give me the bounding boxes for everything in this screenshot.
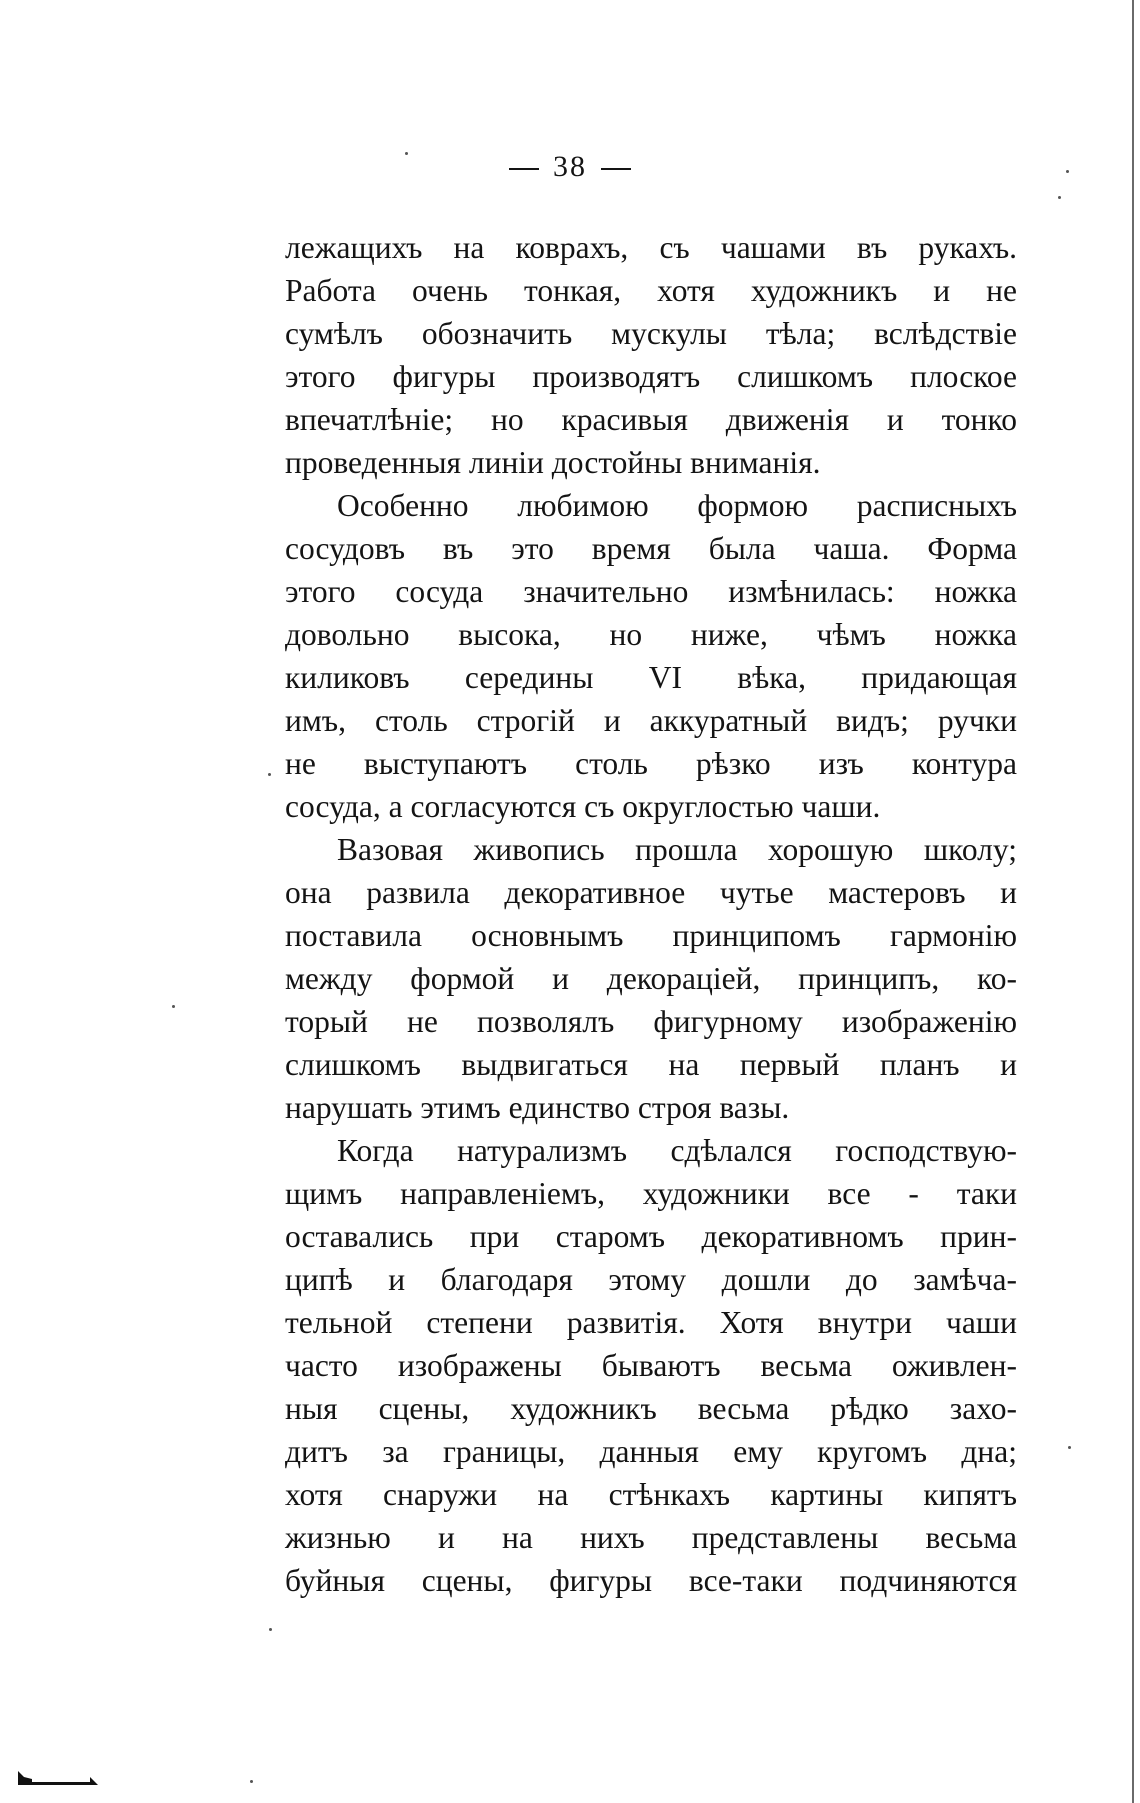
page-edge-line xyxy=(1132,0,1134,1803)
paragraph-3 xyxy=(285,828,1017,1129)
scan-speck xyxy=(172,1005,175,1008)
text-line: Вазовая живопись прошла хорошую школу; xyxy=(337,832,1017,867)
text-line: проведенныя линіи достойны вниманія. xyxy=(285,445,821,480)
text-line: между формой и декораціей, принципъ, ко- xyxy=(285,961,1017,996)
text-line: Когда натурализмъ сдѣлался господствую- xyxy=(337,1133,1017,1168)
text-line: имъ, столь строгій и аккуратный видъ; ручки xyxy=(285,703,1017,738)
text-line: сосуда, а согласуются съ округлостью чаши. xyxy=(285,789,881,824)
text-line: Работа очень тонкая, хотя художникъ и не xyxy=(285,273,1017,308)
scan-speck xyxy=(268,773,271,776)
text-line: Особенно любимою формою расписныхъ xyxy=(337,488,1017,523)
text-line: этого фигуры производятъ слишкомъ плоское xyxy=(285,359,1017,394)
scan-speck xyxy=(1068,1446,1071,1449)
text-line: ныя сцены, художникъ весьма рѣдко захо- xyxy=(285,1391,1017,1426)
text-line: хотя снаружи на стѣнкахъ картины кипятъ xyxy=(285,1477,1017,1512)
paragraph-2 xyxy=(285,484,1017,828)
text-line: нарушать этимъ единство строя вазы. xyxy=(285,1090,790,1125)
page-number-label: 38 xyxy=(553,150,587,183)
scan-speck xyxy=(405,152,408,155)
text-line: тельной степени развитія. Хотя внутри чаши xyxy=(285,1305,1017,1340)
text-line: впечатлѣніе; но красивыя движенія и тонко xyxy=(285,402,1017,437)
paragraph-1 xyxy=(285,226,1017,484)
text-line: оставались при старомъ декоративномъ прин- xyxy=(285,1219,1017,1254)
page-number xyxy=(0,150,1140,184)
text-line: этого сосуда значительно измѣнилась: ножка xyxy=(285,574,1017,609)
scan-speck xyxy=(1058,196,1061,199)
text-line: щимъ направленіемъ, художники все - таки xyxy=(285,1176,1017,1211)
scan-speck xyxy=(269,1628,272,1631)
text-line: часто изображены бываютъ весьма оживлен- xyxy=(285,1348,1017,1383)
text-line: не выступаютъ столь рѣзко изъ контура xyxy=(285,746,1017,781)
text-line: лежащихъ на коврахъ, съ чашами въ рукахъ. xyxy=(285,230,1017,265)
body-text xyxy=(285,226,1017,1602)
text-line: торый не позволялъ фигурному изображенію xyxy=(285,1004,1017,1039)
scan-speck xyxy=(1066,170,1069,173)
text-line: довольно высока, но ниже, чѣмъ ножка xyxy=(285,617,1017,652)
page-number-dash-left xyxy=(509,168,539,170)
text-line: слишкомъ выдвигаться на первый планъ и xyxy=(285,1047,1017,1082)
text-line: буйныя сцены, фигуры все-таки подчиняются xyxy=(285,1563,1017,1598)
page-number-dash-right xyxy=(601,168,631,170)
scan-speck xyxy=(250,1780,253,1783)
text-line: ципѣ и благодаря этому дошли до замѣча- xyxy=(285,1262,1017,1297)
text-line: она развила декоративное чутье мастеровъ и xyxy=(285,875,1017,910)
text-line: жизнью и на нихъ представлены весьма xyxy=(285,1520,1017,1555)
text-line: сосудовъ въ это время была чаша. Форма xyxy=(285,531,1017,566)
text-line: сумѣлъ обозначить мускулы тѣла; вслѣдствіе xyxy=(285,316,1017,351)
paragraph-4 xyxy=(285,1129,1017,1602)
text-line: поставила основнымъ принципомъ гармонію xyxy=(285,918,1017,953)
text-line: киликовъ середины VI вѣка, придающая xyxy=(285,660,1017,695)
corner-scan-mark xyxy=(18,1769,98,1785)
text-line: дитъ за границы, данныя ему кругомъ дна; xyxy=(285,1434,1017,1469)
